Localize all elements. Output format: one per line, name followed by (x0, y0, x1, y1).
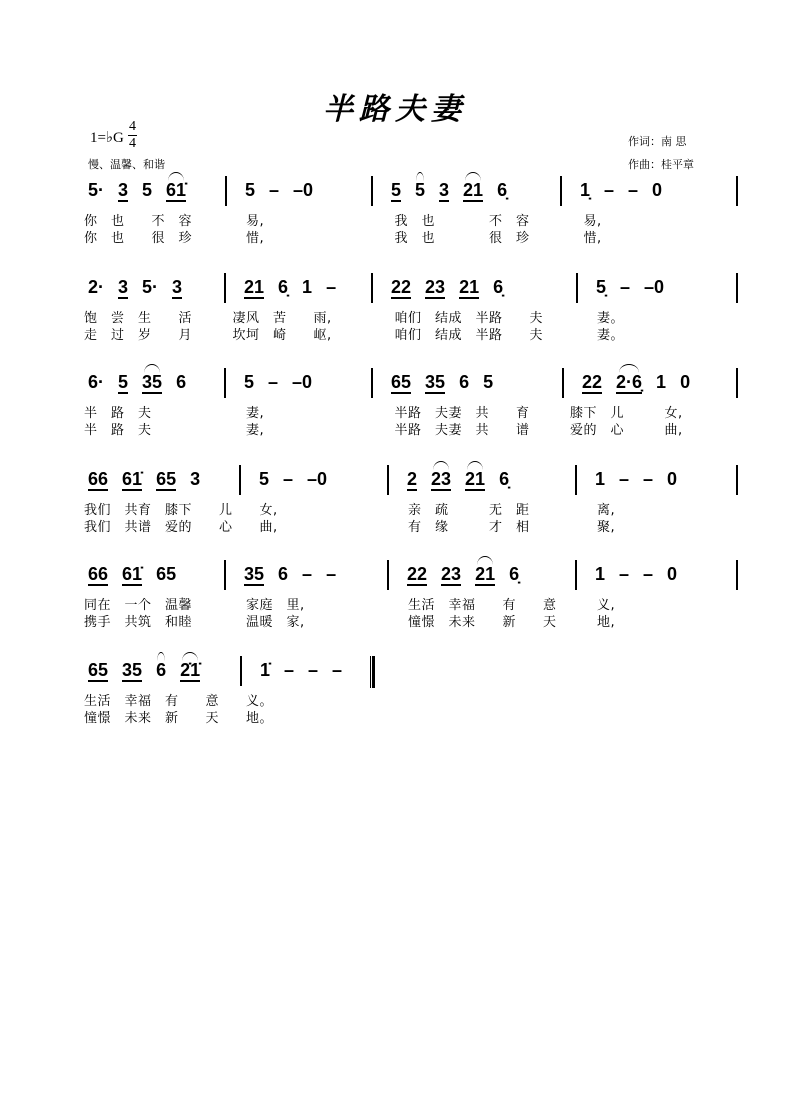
meter-bottom: 4 (129, 136, 136, 151)
note: 5· (88, 180, 105, 200)
measure (244, 564, 336, 594)
note: 21 (459, 277, 480, 297)
note: – (628, 180, 639, 200)
measure (88, 372, 186, 402)
note: 5̣ (596, 277, 607, 297)
note: 6 (459, 372, 470, 392)
note: 35 (122, 660, 143, 680)
note: 6 (176, 372, 187, 392)
note: 1 (595, 469, 606, 489)
note: – (643, 469, 654, 489)
note: 66 (88, 469, 109, 489)
note: 6̣ (497, 180, 508, 200)
note: – (332, 660, 343, 680)
lyric-verse-1: 生活 幸福 有 意 义。 (84, 694, 273, 709)
measure (582, 372, 690, 402)
lyric-verse-1: 饱 尝 生 活 凄风 苦 雨, 咱们 结成 半路 夫 妻。 (84, 311, 624, 326)
note: 61̇ (122, 564, 143, 584)
measure (407, 564, 519, 594)
tempo-marking: 慢、温馨、和谐 (88, 158, 165, 171)
note: 0 (652, 180, 663, 200)
note: 5 (415, 180, 426, 200)
note: 2·6̣ (616, 372, 643, 392)
note: 23 (425, 277, 446, 297)
note: 0 (667, 564, 678, 584)
barline (576, 273, 578, 303)
measure (244, 277, 336, 307)
barline (239, 465, 241, 495)
note: 5 (483, 372, 494, 392)
note: 23 (441, 564, 462, 584)
note: –0 (293, 180, 314, 200)
measure (407, 469, 509, 499)
barline (736, 273, 738, 303)
note: 6 (278, 564, 289, 584)
note: 1 (656, 372, 667, 392)
note: – (268, 372, 279, 392)
measure (260, 660, 342, 690)
note: 3 (118, 277, 129, 297)
note: – (643, 564, 654, 584)
barline (224, 368, 226, 398)
note: – (308, 660, 319, 680)
key-signature: 1=♭G (90, 130, 124, 146)
note: 5 (142, 180, 153, 200)
lyric-verse-2: 憧憬 未来 新 天 地。 (84, 711, 273, 726)
note: – (604, 180, 615, 200)
measure (391, 277, 503, 307)
note: 65 (156, 564, 177, 584)
note: 35 (142, 372, 163, 392)
lyric-verse-2: 携手 共筑 和睦 温暖 家, 憧憬 未来 新 天 地, (84, 615, 615, 630)
song-title: 半路夫妻 (323, 92, 467, 127)
barline (371, 273, 373, 303)
note: – (619, 564, 630, 584)
note: 2· (88, 277, 105, 297)
lyric-verse-2: 半 路 夫 妻, 半路 夫妻 共 谱 爱的 心 曲, (84, 423, 683, 438)
note: 65 (156, 469, 177, 489)
note: 6̣ (509, 564, 520, 584)
note: 1 (595, 564, 606, 584)
note: 35 (244, 564, 265, 584)
lyricist-credit: 作词：南 思 (628, 135, 687, 148)
note: –0 (292, 372, 313, 392)
lyric-verse-1: 你 也 不 容 易, 我 也 不 容 易, (84, 214, 602, 229)
note: 66 (88, 564, 109, 584)
lyric-verse-2: 走 过 岁 月 坎坷 崎 岖, 咱们 结成 半路 夫 妻。 (84, 328, 624, 343)
measure (259, 469, 327, 499)
note: – (620, 277, 631, 297)
note: 3 (118, 180, 129, 200)
barline (736, 176, 738, 206)
note: 6̣ (499, 469, 510, 489)
barline (371, 368, 373, 398)
measure (596, 277, 664, 307)
note: 22 (391, 277, 412, 297)
note: – (326, 564, 337, 584)
note: 0 (680, 372, 691, 392)
note: 5 (245, 180, 256, 200)
measure (88, 660, 200, 690)
note: 65 (391, 372, 412, 392)
barline (387, 465, 389, 495)
note: 6 (156, 660, 167, 680)
note: 35 (425, 372, 446, 392)
measure (88, 180, 186, 210)
barline (560, 176, 562, 206)
barline (736, 368, 738, 398)
measure (391, 180, 507, 210)
note: 3 (439, 180, 450, 200)
note: 1̣ (580, 180, 591, 200)
barline (736, 465, 738, 495)
note: 21 (475, 564, 496, 584)
note: 1 (302, 277, 313, 297)
barline (562, 368, 564, 398)
note: – (619, 469, 630, 489)
lyric-verse-2: 我们 共谱 爱的 心 曲, 有 缘 才 相 聚, (84, 520, 615, 535)
note: 6̣ (278, 277, 289, 297)
note: 21 (465, 469, 486, 489)
note: 5· (142, 277, 159, 297)
barline (224, 560, 226, 590)
measure (245, 180, 313, 210)
note: 65 (88, 660, 109, 680)
lyric-verse-1: 我们 共育 膝下 儿 女, 亲 疏 无 距 离, (84, 503, 615, 518)
note: 3 (190, 469, 201, 489)
barline (240, 656, 242, 686)
note: – (284, 660, 295, 680)
measure (88, 277, 182, 307)
note: – (283, 469, 294, 489)
note: 0 (667, 469, 678, 489)
measure (595, 469, 677, 499)
note: 23 (431, 469, 452, 489)
measure (595, 564, 677, 594)
note: –0 (307, 469, 328, 489)
note: 2̇1̇ (180, 660, 201, 680)
measure (88, 564, 176, 594)
composer-credit: 作曲：桂平章 (628, 158, 694, 171)
barline (225, 176, 227, 206)
note: 61̇ (122, 469, 143, 489)
measure (88, 469, 200, 499)
note: 22 (407, 564, 428, 584)
measure (391, 372, 493, 402)
note: 1̇ (260, 660, 271, 680)
note: – (326, 277, 337, 297)
final-barline (370, 656, 375, 688)
barline (387, 560, 389, 590)
note: 5 (391, 180, 402, 200)
lyric-verse-1: 半 路 夫 妻, 半路 夫妻 共 育 膝下 儿 女, (84, 406, 683, 421)
note: 3 (172, 277, 183, 297)
meter-top: 4 (129, 119, 136, 134)
note: 5 (118, 372, 129, 392)
note: 61̇ (166, 180, 187, 200)
barline (575, 560, 577, 590)
lyric-verse-1: 同在 一个 温馨 家庭 里, 生活 幸福 有 意 义, (84, 598, 615, 613)
note: 6̣ (493, 277, 504, 297)
barline (224, 273, 226, 303)
time-signature (128, 119, 137, 152)
note: – (302, 564, 313, 584)
note: 21 (244, 277, 265, 297)
note: – (269, 180, 280, 200)
measure (580, 180, 662, 210)
barline (736, 560, 738, 590)
note: –0 (644, 277, 665, 297)
measure (244, 372, 312, 402)
note: 2 (407, 469, 418, 489)
note: 6· (88, 372, 105, 392)
note: 21 (463, 180, 484, 200)
barline (371, 176, 373, 206)
note: 5 (259, 469, 270, 489)
note: 22 (582, 372, 603, 392)
lyric-verse-2: 你 也 很 珍 惜, 我 也 很 珍 惜, (84, 231, 602, 246)
note: 5 (244, 372, 255, 392)
barline (575, 465, 577, 495)
